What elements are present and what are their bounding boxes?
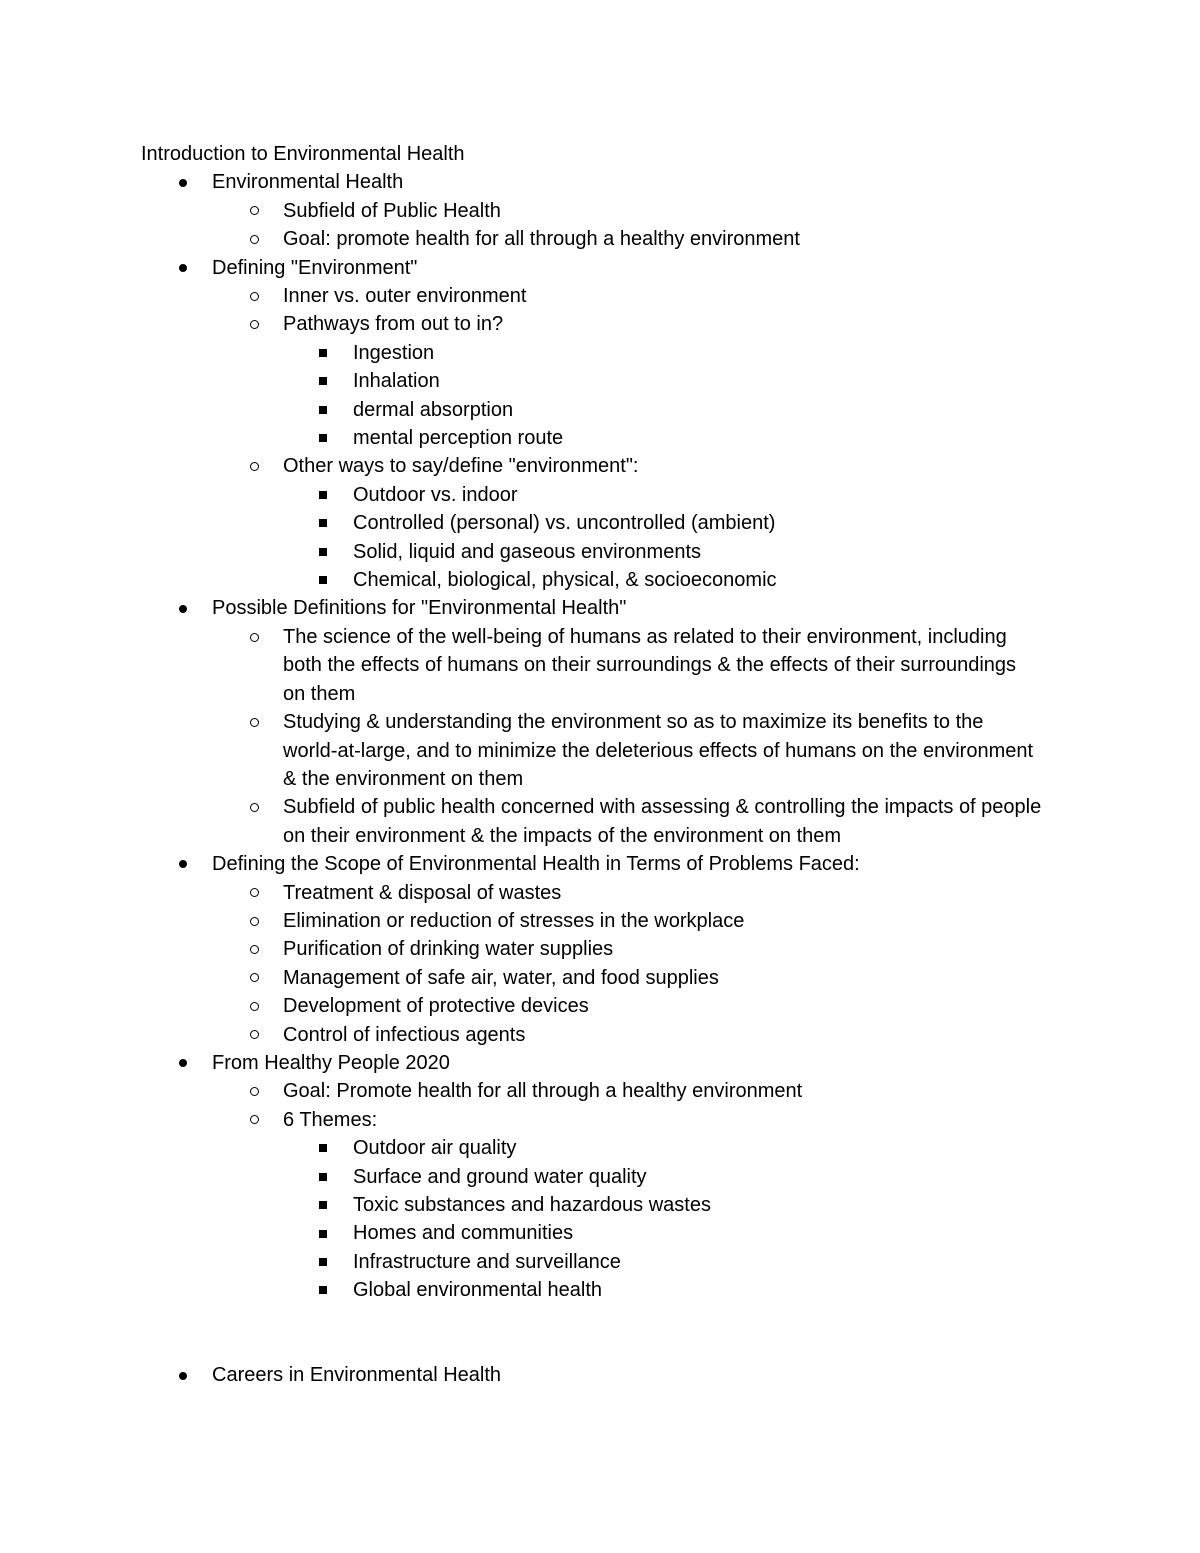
list-item-level-3: [0, 566, 1200, 594]
list-item-text: Purification of drinking water supplies: [283, 938, 614, 961]
circle-bullet-icon: [247, 1021, 261, 1049]
list-item-level-1: [0, 1361, 1200, 1389]
square-bullet-icon: [316, 566, 330, 594]
list-item-text: Elimination or reduction of stresses in the workplace: [283, 909, 745, 932]
list-item-level-1: [0, 594, 1200, 622]
list-item-text: From Healthy People 2020: [212, 1051, 450, 1074]
list-item-level-1: [0, 1049, 1200, 1077]
list-item-level-3: [0, 1276, 1200, 1304]
list-item-level-3: [0, 1248, 1200, 1276]
list-item-level-3: [0, 1219, 1200, 1247]
list-item-text: Infrastructure and surveillance: [353, 1250, 621, 1273]
list-item-text: Global environmental health: [353, 1279, 603, 1302]
square-bullet-icon: [316, 396, 330, 424]
square-bullet-icon: [316, 538, 330, 566]
circle-bullet-icon: [247, 879, 261, 907]
square-bullet-icon: [316, 367, 330, 395]
list-item-level-3: [0, 367, 1200, 395]
list-item-level-2: [0, 879, 1200, 907]
circle-bullet-icon: [247, 964, 261, 992]
list-item-level-2: [0, 1077, 1200, 1105]
circle-bullet-icon: [247, 992, 261, 1020]
disc-bullet-icon: [176, 1049, 190, 1077]
list-item-text: mental perception route: [353, 427, 564, 450]
disc-bullet-icon: [176, 594, 190, 622]
circle-bullet-icon: [247, 452, 261, 480]
list-item-text: Chemical, biological, physical, & socioeconomic: [353, 569, 777, 592]
circle-bullet-icon: [247, 907, 261, 935]
list-item-level-3: [0, 1191, 1200, 1219]
square-bullet-icon: [316, 1248, 330, 1276]
outline-list: [0, 168, 1200, 1389]
list-item-text: Outdoor vs. indoor: [353, 483, 518, 506]
list-item-level-1: [0, 168, 1200, 196]
square-bullet-icon: [316, 509, 330, 537]
list-item-text: Outdoor air quality: [353, 1137, 517, 1160]
list-item-level-2: [0, 992, 1200, 1020]
list-item-level-3: [0, 396, 1200, 424]
list-item-text: Inhalation: [353, 370, 440, 393]
list-item-text: Management of safe air, water, and food supplies: [283, 966, 719, 989]
list-item-level-3: [0, 424, 1200, 452]
list-item-text: Solid, liquid and gaseous environments: [353, 540, 701, 563]
list-item-level-2: [0, 310, 1200, 338]
list-item-level-1: [0, 254, 1200, 282]
disc-bullet-icon: [176, 850, 190, 878]
circle-bullet-icon: [247, 197, 261, 225]
list-item-level-2: [0, 964, 1200, 992]
list-item-text: Ingestion: [353, 341, 435, 364]
list-item-text: Possible Definitions for "Environmental Health": [212, 597, 627, 620]
list-item-text: Pathways from out to in?: [283, 313, 504, 336]
list-item-text: The science of the well-being of humans as related to their environment, including both the effects of humans on their surroundings & the effects of their surroundings on them: [283, 625, 1017, 705]
square-bullet-icon: [316, 481, 330, 509]
list-item-text: Inner vs. outer environment: [283, 285, 527, 308]
circle-bullet-icon: [247, 225, 261, 253]
list-item-level-3: [0, 339, 1200, 367]
list-item-level-2: [0, 1021, 1200, 1049]
list-item-level-2: [0, 907, 1200, 935]
list-item-text: 6 Themes:: [283, 1108, 378, 1131]
list-item-text: Defining "Environment": [212, 256, 418, 279]
square-bullet-icon: [316, 1191, 330, 1219]
list-item-level-2: [0, 793, 1200, 850]
list-item-text: Other ways to say/define "environment":: [283, 455, 639, 478]
list-item-text: Defining the Scope of Environmental Health in Terms of Problems Faced:: [212, 853, 860, 876]
list-item-text: Subfield of public health concerned with assessing & controlling the impacts of people on their environment & the impacts of the environment on them: [283, 796, 1042, 847]
list-item-level-3: [0, 538, 1200, 566]
list-item-text: Development of protective devices: [283, 995, 589, 1018]
list-item-level-1: [0, 850, 1200, 878]
square-bullet-icon: [316, 1134, 330, 1162]
square-bullet-icon: [316, 424, 330, 452]
list-item-level-3: [0, 481, 1200, 509]
list-item-text: Studying & understanding the environment so as to maximize its benefits to the world-at-large, and to minimize the deleterious effects of humans on the environment & the environment on them: [283, 711, 1034, 790]
list-item-level-2: [0, 1106, 1200, 1134]
circle-bullet-icon: [247, 935, 261, 963]
list-item-level-3: [0, 1163, 1200, 1191]
circle-bullet-icon: [247, 310, 261, 338]
list-item-text: Goal: promote health for all through a healthy environment: [283, 228, 800, 251]
list-item-level-2: [0, 225, 1200, 253]
square-bullet-icon: [316, 1163, 330, 1191]
list-item-text: Environmental Health: [212, 171, 404, 194]
list-item-level-2: [0, 452, 1200, 480]
square-bullet-icon: [316, 1276, 330, 1304]
circle-bullet-icon: [247, 1077, 261, 1105]
square-bullet-icon: [316, 1219, 330, 1247]
square-bullet-icon: [316, 339, 330, 367]
list-item-text: Careers in Environmental Health: [212, 1364, 502, 1387]
disc-bullet-icon: [176, 168, 190, 196]
list-item-text: Surface and ground water quality: [353, 1165, 647, 1188]
list-item-level-2: [0, 623, 1200, 708]
list-item-level-2: [0, 197, 1200, 225]
circle-bullet-icon: [247, 793, 261, 821]
list-item-text: Toxic substances and hazardous wastes: [353, 1194, 711, 1217]
list-item-level-3: [0, 1134, 1200, 1162]
blank-space: [0, 1305, 1200, 1362]
list-item-level-2: [0, 935, 1200, 963]
list-item-level-2: [0, 282, 1200, 310]
circle-bullet-icon: [247, 1106, 261, 1134]
circle-bullet-icon: [247, 708, 261, 736]
list-item-text: Subfield of Public Health: [283, 199, 501, 222]
list-item-text: Homes and communities: [353, 1222, 574, 1245]
list-item-text: Goal: Promote health for all through a healthy environment: [283, 1080, 803, 1103]
document-title: Introduction to Environmental Health: [141, 143, 465, 165]
list-item-text: Control of infectious agents: [283, 1023, 526, 1046]
disc-bullet-icon: [176, 254, 190, 282]
list-item-text: dermal absorption: [353, 398, 514, 421]
list-item-text: Treatment & disposal of wastes: [283, 881, 562, 904]
disc-bullet-icon: [176, 1361, 190, 1389]
circle-bullet-icon: [247, 623, 261, 651]
list-item-level-3: [0, 509, 1200, 537]
circle-bullet-icon: [247, 282, 261, 310]
list-item-level-2: [0, 708, 1200, 793]
list-item-text: Controlled (personal) vs. uncontrolled (ambient): [353, 512, 776, 535]
